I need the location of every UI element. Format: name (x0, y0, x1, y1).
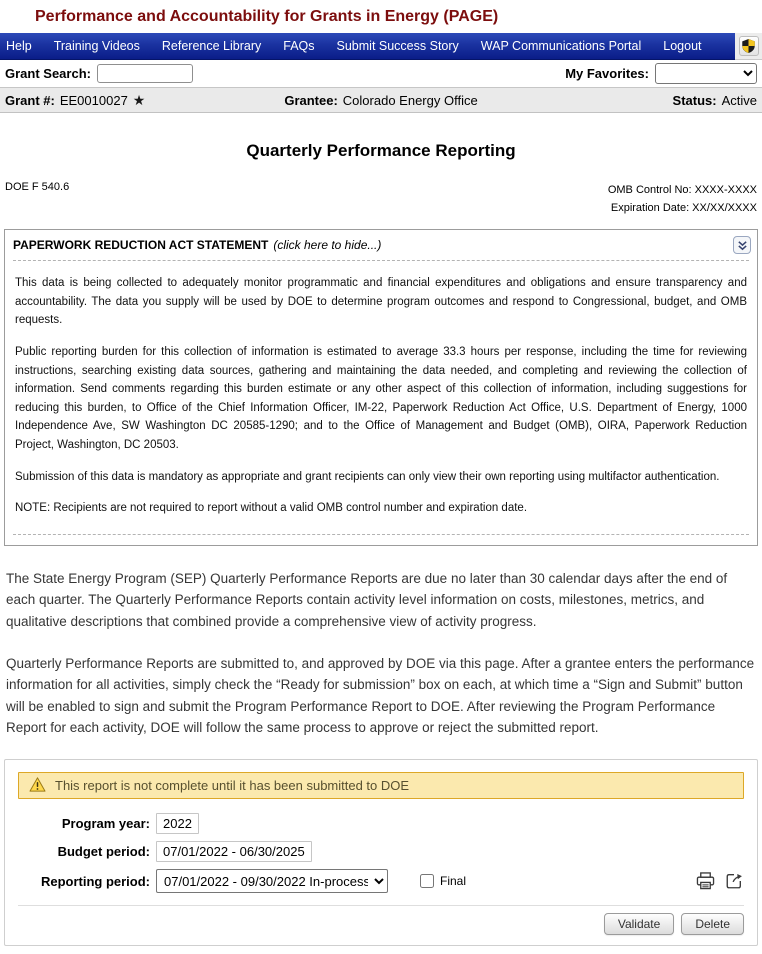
pra-paragraph: Public reporting burden for this collection of information is estimated to average 33.3 hours per response, including the time for reviewing instructions, searching existing data sources, gathering and maintaining the data needed, and completing and reviewing the collection of information. Send comments regarding this burden estimate or any other aspect of this collection of information, including suggestions for reducing this burden, to Office of the Chief Information Officer, IM-22, Paperwork Reduction Act Office, U.S. Department of Energy, 1000 Independence Ave, SW Washington DC 20585-1290; and to the Office of Management and Budget (OMB), OIRA, Paperwork Reduction Project, Washington, DC 20503. (15, 345, 747, 451)
program-year-label: Program year: (61, 816, 150, 832)
nav-item-wap-communications-portal[interactable]: WAP Communications Portal (480, 39, 642, 53)
pra-header[interactable] (5, 230, 757, 257)
print-button[interactable] (695, 871, 716, 892)
nav-menu (0, 33, 735, 60)
pra-footer-divider (13, 534, 749, 535)
grant-search-input[interactable] (97, 64, 193, 83)
pra-paragraph: Submission of this data is mandatory as appropriate and grant recipients can only view their own reporting using multifactor authentication. (15, 470, 720, 483)
nav-item-logout[interactable]: Logout (663, 39, 702, 53)
nav-item-training-videos[interactable]: Training Videos (53, 39, 140, 53)
budget-period-label: Budget period: (57, 844, 150, 860)
program-year-row (18, 813, 744, 834)
panel-button-row (18, 913, 744, 939)
grant-number-value: EE0010027 (59, 92, 128, 108)
favorite-star-icon[interactable]: ★ (132, 92, 146, 108)
pra-hide-hint[interactable]: (click here to hide...) (273, 238, 382, 252)
warning-triangle-glyph (29, 777, 46, 792)
export-arrow-icon (725, 872, 743, 890)
budget-period-value: 07/01/2022 - 06/30/2025 (156, 841, 312, 862)
pra-title: PAPERWORK REDUCTION ACT STATEMENT (13, 238, 269, 252)
export-button[interactable] (723, 871, 744, 892)
reporting-period-row (18, 869, 744, 893)
grant-number-group (5, 93, 256, 108)
report-panel (4, 759, 758, 946)
omb-expiration-date: Expiration Date: XX/XX/XXXX (610, 202, 757, 214)
intro-paragraph: Quarterly Performance Reports are submitted to, and approved by DOE via this page. After a grantee enters the performance information for all activities, simply check the “Ready for submission” box on each, at which time a “Sign and Submit” button will be enabled to sign and submit the Program Performance Report to DOE. After reviewing the Program Performance Report for each activity, DOE will follow the same process to approve or reject the submitted report. (6, 655, 755, 735)
pra-statement-box (4, 229, 758, 546)
pra-paragraph: This data is being collected to adequately monitor programmatic and financial expenditures and obligations and ensure transparency and accountability. The data you supply will be used by DOE to determine program outcomes and respond to Congressional, budget, and OMB requests. (15, 277, 747, 327)
form-meta-row (0, 181, 762, 217)
budget-period-row (18, 841, 744, 862)
warning-text: This report is not complete until it has been submitted to DOE (55, 778, 410, 794)
status-group (506, 93, 757, 108)
omb-meta (608, 181, 757, 217)
incomplete-report-warning (18, 772, 744, 799)
browser-extension-cell (735, 33, 762, 60)
pra-header-divider (13, 260, 749, 261)
my-favorites-select[interactable] (655, 63, 757, 84)
delete-button[interactable]: Delete (681, 913, 744, 935)
grantee-name: Colorado Energy Office (342, 92, 478, 108)
security-shield-icon[interactable] (739, 36, 759, 56)
grant-search-label: Grant Search: (5, 66, 91, 81)
grant-number-label: Grant #: (5, 92, 55, 108)
panel-divider (18, 905, 744, 906)
intro-paragraph: The State Energy Program (SEP) Quarterly Performance Reports are due no later than 30 calendar days after the end of each quarter. The Quarterly Performance Reports contain activity level information on costs, milestones, metrics, and qualitative descriptions that combined provide a comprehensive view of activity progress. (6, 570, 728, 629)
warning-icon (29, 777, 46, 795)
nav-item-help[interactable]: Help (6, 39, 32, 53)
reporting-period-label: Reporting period: (40, 873, 150, 889)
my-favorites-label: My Favorites: (565, 66, 649, 81)
final-checkbox-group (420, 874, 466, 888)
grantee-label: Grantee: (284, 92, 338, 108)
final-label: Final (440, 874, 467, 889)
grant-search-row (0, 60, 762, 88)
chevron-double-down-icon (737, 240, 748, 251)
pra-paragraph: NOTE: Recipients are not required to report without a valid OMB control number and expiration date. (15, 502, 528, 515)
pra-content (5, 274, 757, 518)
reporting-period-select[interactable] (156, 869, 388, 893)
shield-icon-glyph (742, 39, 755, 53)
brand-bar (0, 0, 762, 33)
printer-icon (696, 872, 715, 890)
nav-item-reference-library[interactable]: Reference Library (161, 39, 262, 53)
omb-control-number: OMB Control No: XXXX-XXXX (607, 184, 757, 196)
report-action-icons (695, 871, 744, 892)
nav-bar (0, 33, 762, 60)
status-badge: Active (721, 92, 758, 108)
program-year-value: 2022 (156, 813, 199, 834)
form-number: DOE F 540.6 (5, 181, 70, 193)
grantee-group (256, 93, 507, 108)
nav-item-submit-success-story[interactable]: Submit Success Story (336, 39, 459, 53)
status-label: Status: (672, 92, 717, 108)
collapse-toggle-button[interactable] (733, 236, 751, 254)
app-title: Performance and Accountability for Grants in Energy (PAGE) (35, 7, 499, 25)
page-title: Quarterly Performance Reporting (246, 141, 516, 160)
final-checkbox[interactable] (420, 874, 434, 888)
grant-info-row (0, 88, 762, 113)
intro-section (6, 568, 756, 738)
validate-button[interactable]: Validate (604, 913, 674, 935)
nav-item-faqs[interactable]: FAQs (283, 39, 315, 53)
